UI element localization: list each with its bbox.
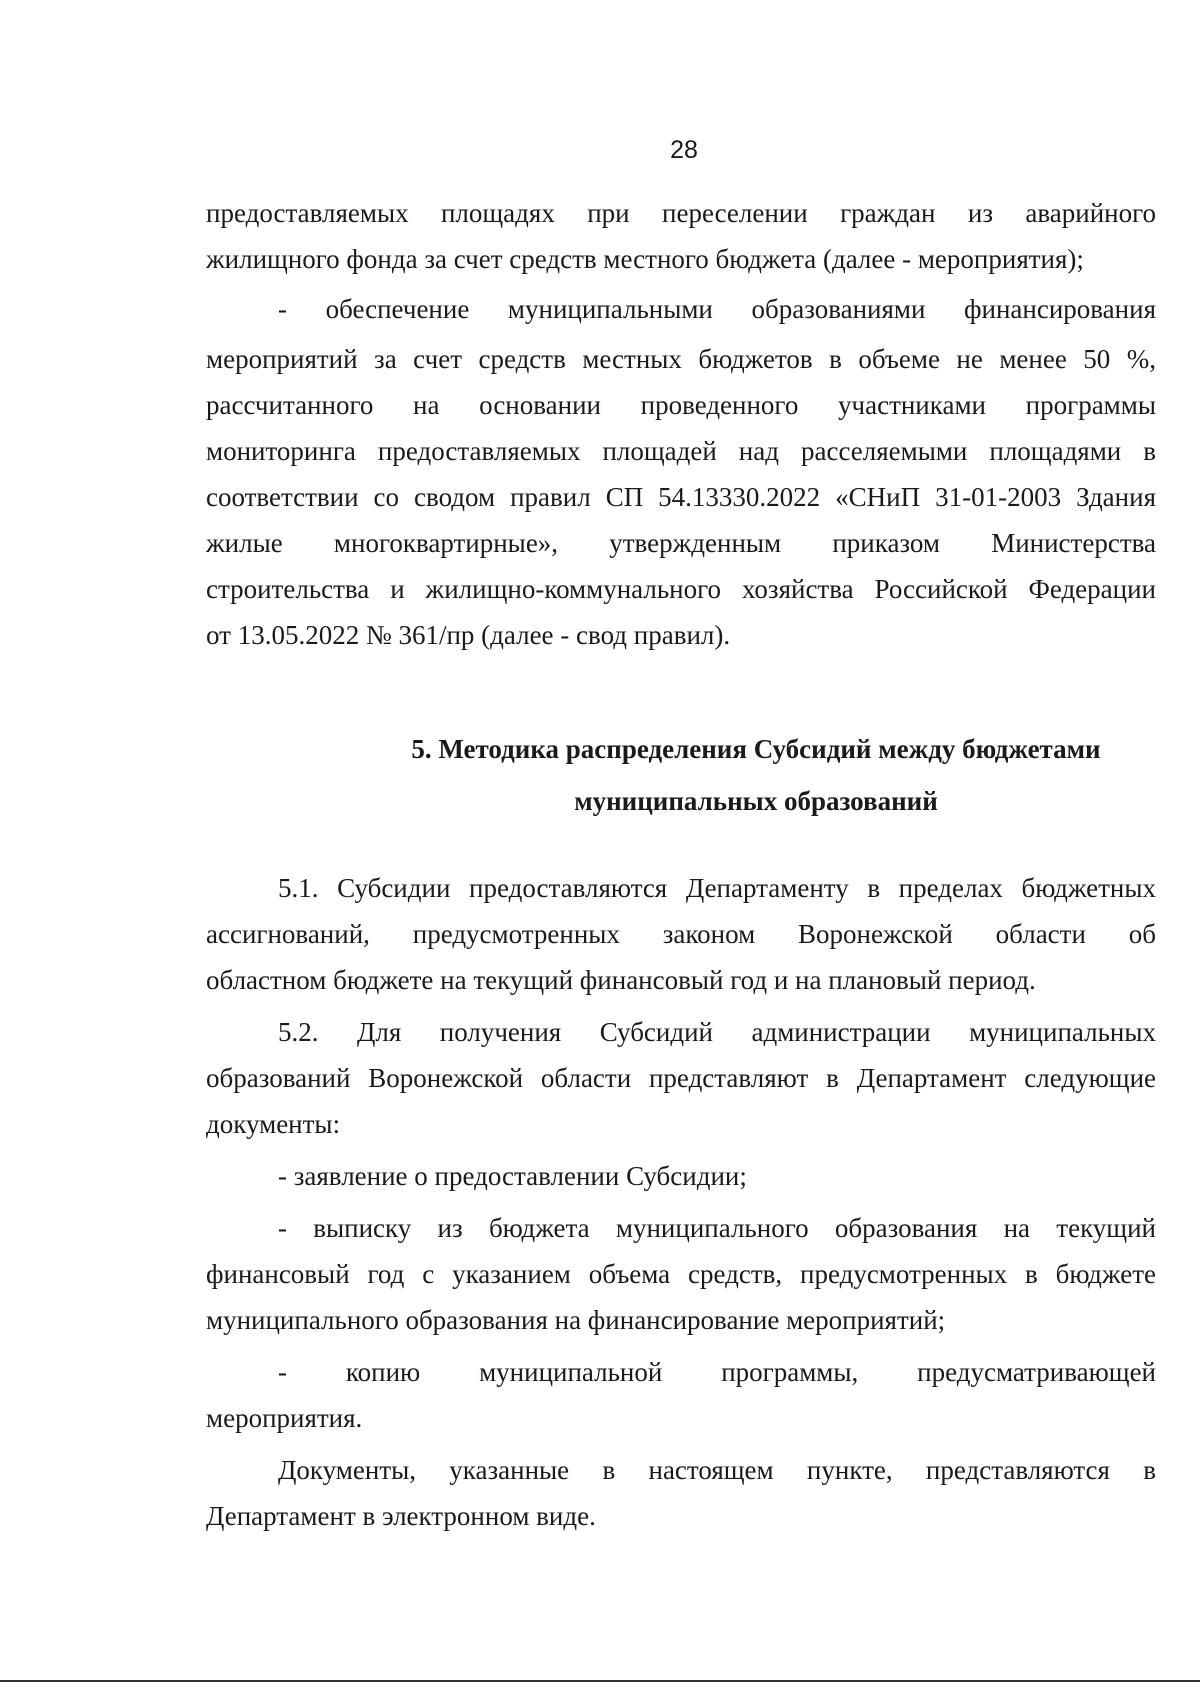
text-line: Документы, указанные в настоящем пункте, представляются в — [278, 1455, 1156, 1485]
text-line: мероприятий за счет средств местных бюджетов в объеме не менее 50 %, — [206, 344, 1156, 374]
text-line: мероприятия. — [206, 1403, 363, 1433]
text-line: - копию муниципальной программы, предусматривающей — [278, 1357, 1156, 1387]
text-line: жилищного фонда за счет средств местного бюджета (далее - мероприятия); — [206, 244, 1084, 274]
text-line: 5.1. Субсидии предоставляются Департаменту в пределах бюджетных — [278, 873, 1156, 903]
page-number: 28 — [670, 136, 698, 164]
text-line: Департамент в электронном виде. — [206, 1501, 596, 1531]
text-line: образований Воронежской области представляют в Департамент следующие — [206, 1063, 1156, 1093]
text-line: рассчитанного на основании проведенного участниками программы — [206, 390, 1156, 420]
text-line: предоставляемых площадях при переселении граждан из аварийного — [206, 198, 1156, 228]
text-line: строительства и жилищно-коммунального хозяйства Российской Федерации — [206, 574, 1156, 604]
text-line: мониторинга предоставляемых площадей над расселяемыми площадями в — [206, 436, 1156, 466]
section-body — [206, 865, 1156, 1539]
text-line: финансовый год с указанием объема средств, предусмотренных в бюджете — [206, 1259, 1156, 1289]
text-line: - заявление о предоставлении Субсидии; — [278, 1161, 747, 1191]
intro-text — [206, 190, 1156, 658]
text-line: ассигнований, предусмотренных законом Воронежской области об — [206, 919, 1156, 949]
text-line: от 13.05.2022 № 361/пр (далее - свод правил). — [206, 620, 731, 650]
text-line: документы: — [206, 1109, 341, 1139]
text-line: 5.2. Для получения Субсидий администрации муниципальных — [278, 1017, 1156, 1047]
text-line: областном бюджете на текущий финансовый год и на плановый период. — [206, 965, 1036, 995]
section-heading — [206, 723, 1156, 827]
heading-line: муниципальных образований — [574, 786, 938, 816]
text-line: - обеспечение муниципальными образованиями финансирования — [278, 294, 1156, 324]
scan-edge-line — [0, 1680, 1200, 1682]
text-line: жилые многоквартирные», утвержденным приказом Министерства — [206, 528, 1156, 558]
text-line: - выписку из бюджета муниципального образования на текущий — [278, 1213, 1156, 1243]
text-line: соответствии со сводом правил СП 54.13330.2022 «СНиП 31-01-2003 Здания — [206, 482, 1156, 512]
heading-line: 5. Методика распределения Субсидий между бюджетами — [411, 734, 1101, 764]
text-line: муниципального образования на финансирование мероприятий; — [206, 1305, 946, 1335]
